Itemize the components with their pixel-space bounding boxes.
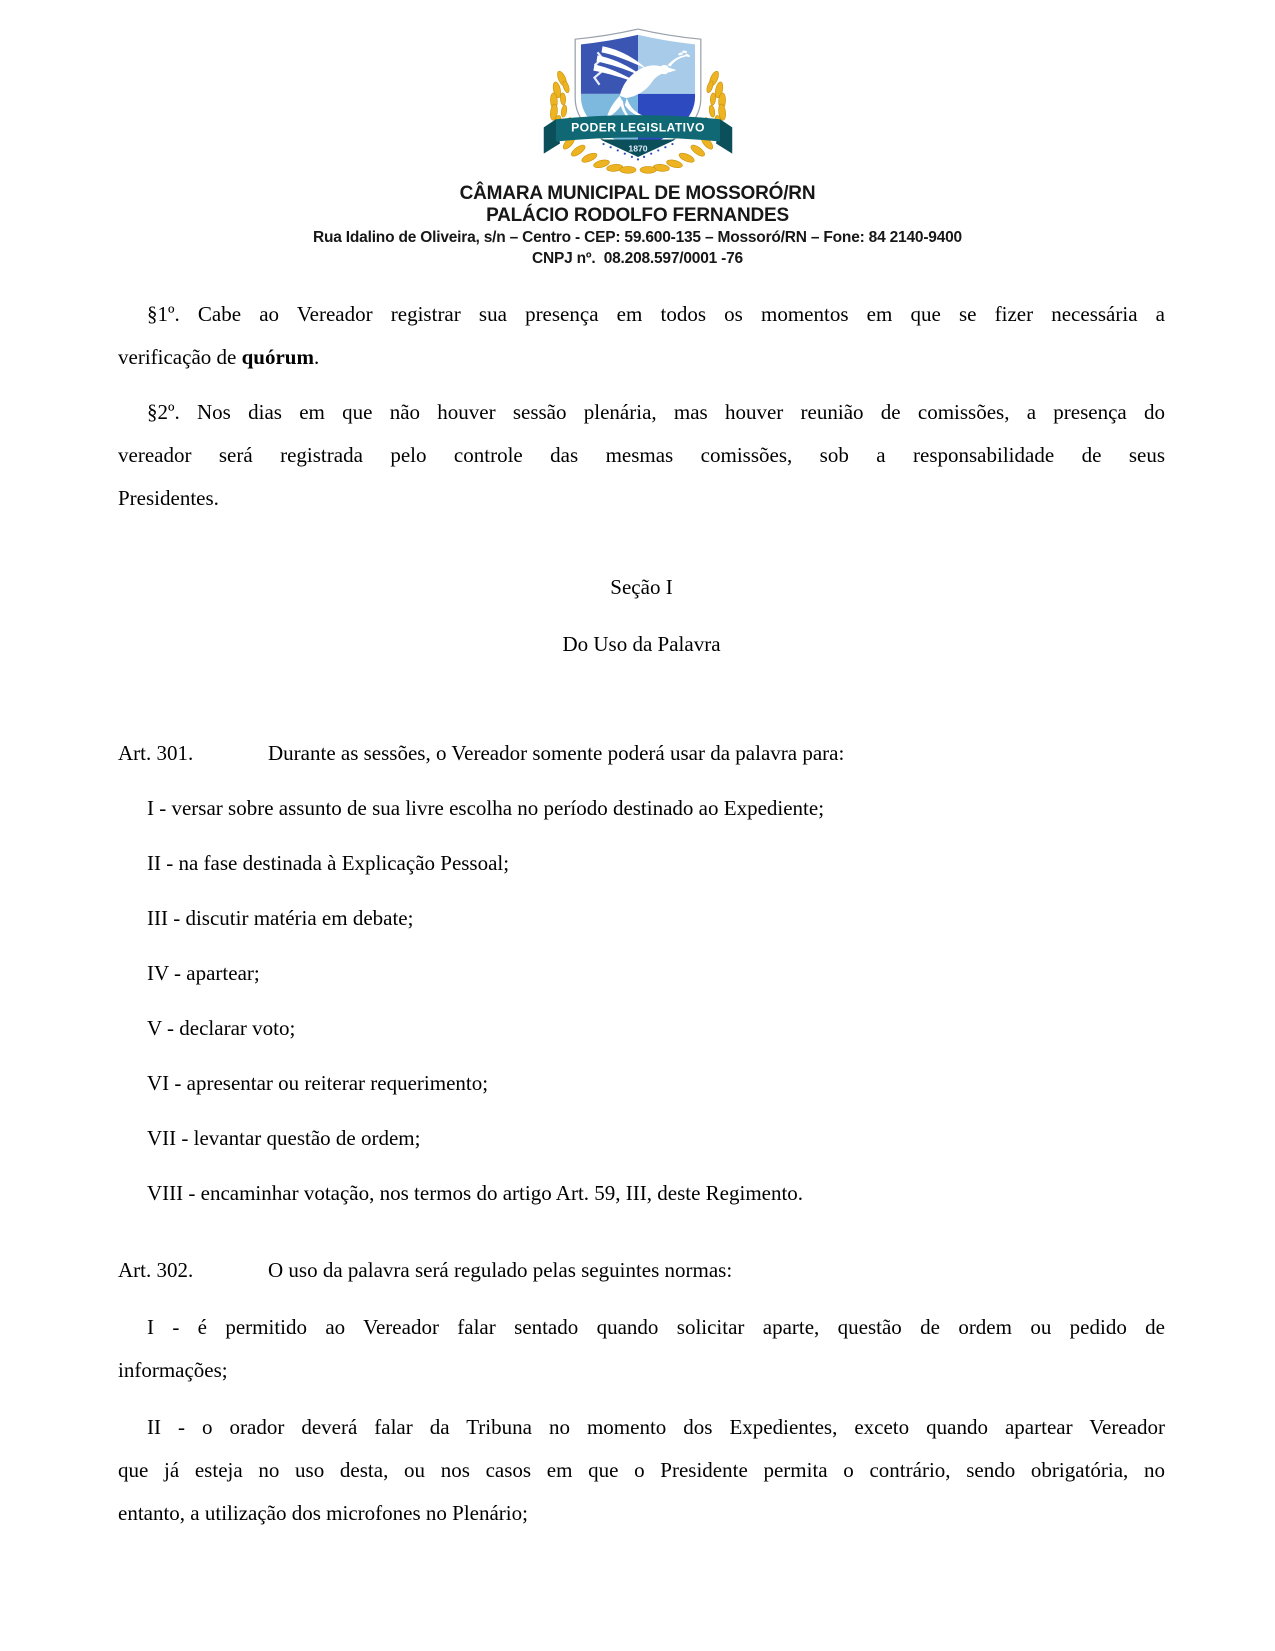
- founding-year: 1870: [627, 143, 648, 154]
- list-item: [118, 1306, 1165, 1392]
- section-title: Seção I: [610, 575, 673, 599]
- list-item: II - na fase destinada à Explicação Pessoal;: [147, 851, 510, 875]
- coat-of-arms-graphic: [538, 26, 738, 178]
- paragraph-line: I - é permitido ao Vereador falar sentado quando solicitar aparte, questão de ordem ou pedido de: [147, 1315, 1165, 1339]
- paragraph-line: que já esteja no uso desta, ou nos casos em que o Presidente permita o contrário, sendo obrigatória, no: [118, 1458, 1165, 1482]
- paragraph-line: [118, 336, 1165, 379]
- address-line: Rua Idalino de Oliveira, s/n – Centro - CEP: 59.600-135 – Mossoró/RN – Fone: 84 2140-9400: [313, 229, 962, 246]
- list-item: VIII - encaminhar votação, nos termos do artigo Art. 59, III, deste Regimento.: [147, 1181, 804, 1205]
- cnpj-line: CNPJ nº. 08.208.597/0001 -76: [532, 250, 743, 267]
- article-intro: Durante as sessões, o Vereador somente poderá usar da palavra para:: [268, 741, 845, 765]
- article-label: Art. 301.: [118, 741, 194, 765]
- list-item: III - discutir matéria em debate;: [147, 906, 414, 930]
- palace-name: PALÁCIO RODOLFO FERNANDES: [486, 205, 789, 226]
- paragraph-line: §2º. Nos dias em que não houver sessão plenária, mas houver reunião de comissões, a presença do: [147, 400, 1165, 424]
- paragraph-line: §1º. Cabe ao Vereador registrar sua presença em todos os momentos em que se fizer necessária a: [147, 302, 1165, 326]
- list-item: IV - apartear;: [147, 961, 260, 985]
- bold-term: quórum: [241, 345, 314, 369]
- section-subtitle: Do Uso da Palavra: [562, 632, 721, 656]
- org-name: CÂMARA MUNICIPAL DE MOSSORÓ/RN: [459, 183, 816, 204]
- article-intro: O uso da palavra será regulado pelas seguintes normas:: [268, 1258, 733, 1282]
- banner-text: PODER LEGISLATIVO: [570, 120, 705, 135]
- list-item: I - versar sobre assunto de sua livre escolha no período destinado ao Expediente;: [147, 796, 825, 820]
- document-body: [118, 293, 1165, 1535]
- paragraph-text: verificação de: [118, 345, 242, 369]
- article-301: [118, 732, 1165, 775]
- paragraph-line: entanto, a utilização dos microfones no Plenário;: [118, 1501, 528, 1525]
- paragraph-1: [118, 293, 1165, 379]
- list-item: VI - apresentar ou reiterar requerimento;: [147, 1071, 489, 1095]
- list-item: VII - levantar questão de ordem;: [147, 1126, 421, 1150]
- coat-of-arms: [0, 0, 1275, 183]
- paragraph-line: Presidentes.: [118, 486, 219, 510]
- paragraph-2: [118, 391, 1165, 520]
- list-item: [118, 1406, 1165, 1535]
- article-label: Art. 302.: [118, 1258, 194, 1282]
- list-item: V - declarar voto;: [147, 1016, 296, 1040]
- paragraph-line: II - o orador deverá falar da Tribuna no momento dos Expedientes, exceto quando apartear Vereador: [147, 1415, 1165, 1439]
- article-302: [118, 1249, 1165, 1292]
- paragraph-line: vereador será registrada pelo controle das mesmas comissões, sob a responsabilidade de seus: [118, 443, 1165, 467]
- letterhead: [0, 183, 1275, 269]
- paragraph-text: .: [313, 345, 320, 369]
- paragraph-line: informações;: [118, 1358, 228, 1382]
